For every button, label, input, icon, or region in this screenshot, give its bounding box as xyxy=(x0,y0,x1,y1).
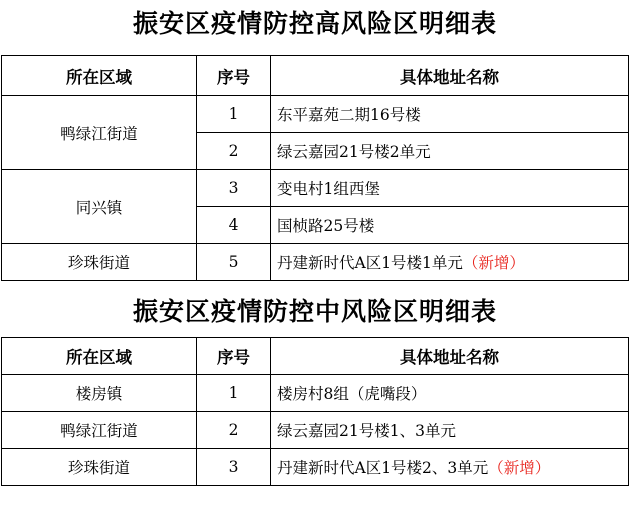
high-risk-area-header: 所在区域 xyxy=(2,56,197,96)
number-cell: 2 xyxy=(197,133,271,170)
high-risk-number-header: 序号 xyxy=(197,56,271,96)
number-cell: 1 xyxy=(197,96,271,133)
mid-risk-table-body xyxy=(2,338,629,486)
high-risk-table-body xyxy=(2,56,629,281)
address-text: 国桢路25号楼 xyxy=(277,217,375,235)
address-text: 东平嘉苑二期16号楼 xyxy=(277,106,421,124)
high-risk-address-header: 具体地址名称 xyxy=(271,56,629,96)
address-cell xyxy=(271,170,629,207)
new-badge: （新增） xyxy=(488,459,551,477)
address-text: 绿云嘉园21号楼2单元 xyxy=(277,143,431,161)
mid-risk-address-header: 具体地址名称 xyxy=(271,338,629,375)
new-badge: （新增） xyxy=(462,254,525,272)
area-cell: 珍珠街道 xyxy=(2,244,197,281)
table-row xyxy=(2,244,629,281)
address-text: 变电村1组西堡 xyxy=(277,180,380,198)
mid-risk-title: 振安区疫情防控中风险区明细表 xyxy=(132,297,497,326)
high-risk-header-row xyxy=(2,56,629,96)
number-cell: 1 xyxy=(197,375,271,412)
number-cell: 3 xyxy=(197,170,271,207)
mid-risk-table xyxy=(1,337,629,486)
table-row xyxy=(2,449,629,486)
mid-risk-header-row xyxy=(2,338,629,375)
area-cell: 楼房镇 xyxy=(2,375,197,412)
high-risk-title: 振安区疫情防控高风险区明细表 xyxy=(132,9,497,38)
table-row xyxy=(2,96,629,133)
number-cell: 2 xyxy=(197,412,271,449)
high-risk-table xyxy=(1,55,629,281)
address-text: 丹建新时代A区1号楼1单元 xyxy=(277,254,463,272)
address-cell xyxy=(271,375,629,412)
table-row xyxy=(2,412,629,449)
area-cell: 同兴镇 xyxy=(2,170,197,244)
address-cell xyxy=(271,412,629,449)
address-cell xyxy=(271,244,629,281)
mid-risk-number-header: 序号 xyxy=(197,338,271,375)
area-cell: 鸭绿江街道 xyxy=(2,96,197,170)
table-row xyxy=(2,170,629,207)
number-cell: 4 xyxy=(197,207,271,244)
address-cell xyxy=(271,207,629,244)
address-text: 丹建新时代A区1号楼2、3单元 xyxy=(277,459,489,477)
address-text: 楼房村8组（虎嘴段） xyxy=(277,385,427,403)
number-cell: 5 xyxy=(197,244,271,281)
address-cell xyxy=(271,449,629,486)
mid-risk-area-header: 所在区域 xyxy=(2,338,197,375)
address-text: 绿云嘉园21号楼1、3单元 xyxy=(277,422,456,440)
area-cell: 鸭绿江街道 xyxy=(2,412,197,449)
number-cell: 3 xyxy=(197,449,271,486)
address-cell xyxy=(271,133,629,170)
area-cell: 珍珠街道 xyxy=(2,449,197,486)
address-cell xyxy=(271,96,629,133)
table-row xyxy=(2,375,629,412)
